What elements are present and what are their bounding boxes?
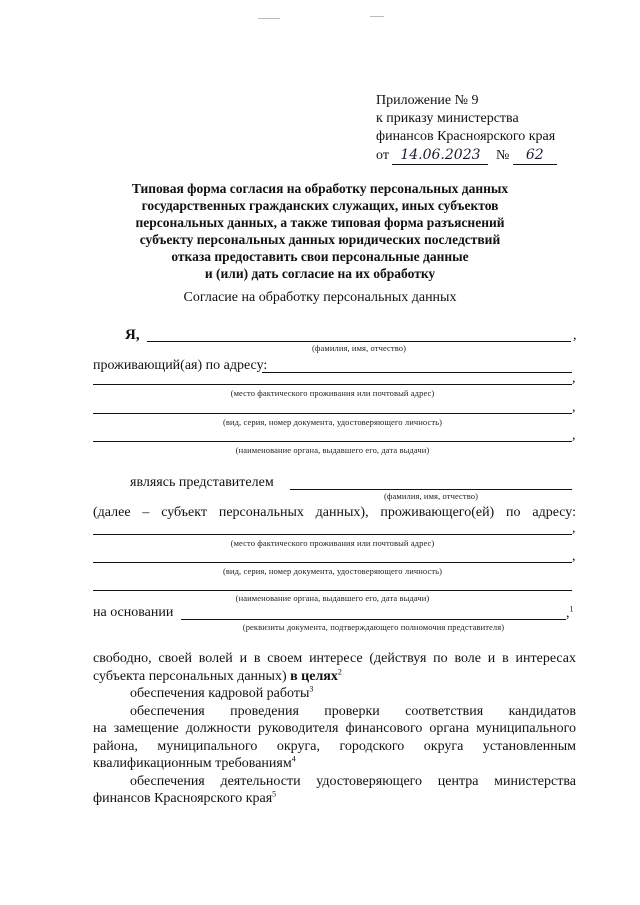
footnote-1: 1 (569, 604, 574, 614)
scan-mark (370, 16, 384, 17)
basis-label: на основании (93, 605, 174, 620)
goal-check-line-2: на замещение должности руководителя финансового органа муниципального (93, 721, 576, 736)
goal-check-line-3: района, муниципального округа, городского округа установленным (93, 738, 576, 754)
footnote-4: 4 (291, 754, 296, 764)
title-line: и (или) дать согласие на их обработку (204, 266, 436, 281)
footnote-3: 3 (309, 684, 314, 694)
goal-ca-line-1: обеспечения деятельности удостоверяющего центра министерства (130, 773, 576, 789)
fio-comma: , (573, 328, 577, 343)
purpose-subject: субъекта персональных данных) (93, 668, 287, 684)
goal-ca-end: финансов Красноярского края (93, 791, 273, 806)
title-line: субъекту персональных данных юридических последствий (139, 232, 501, 247)
number-prefix: № (495, 148, 510, 163)
issuer-field-line[interactable] (93, 441, 572, 442)
goal-check-line-4 (93, 755, 576, 773)
goal-check-line-1: обеспечения проведения проверки соответствия кандидатов (130, 703, 576, 719)
consent-subtitle: Согласие на обработку персональных данных (183, 290, 457, 305)
appendix-header (376, 92, 557, 165)
appendix-number: Приложение № 9 (376, 93, 479, 108)
document-hint: (вид, серия, номер документа, удостоверяющего личность) (222, 417, 443, 427)
representative-fio-hint: (фамилия, имя, отчество) (383, 491, 479, 501)
goal-hr (93, 685, 576, 703)
document-field-line[interactable] (93, 413, 572, 414)
goal-hr-text: обеспечения кадровой работы (130, 686, 310, 701)
fio-field-line[interactable] (147, 341, 571, 342)
subject-document-line[interactable] (93, 562, 572, 563)
address-field-line-2[interactable] (93, 384, 572, 385)
basis-hint: (реквизиты документа, подтверждающего полномочия представителя) (242, 622, 505, 632)
form-title (100, 180, 540, 282)
subject-document-comma: , (572, 549, 576, 564)
purpose-line-1: свободно, своей волей и в своем интересе (действуя по воле и в интересах (93, 651, 576, 666)
purpose-line-2 (93, 668, 576, 686)
appendix-order-ref: к приказу министерства (376, 111, 519, 126)
document-comma: , (572, 400, 576, 415)
subject-document-hint: (вид, серия, номер документа, удостоверяющего личность) (222, 566, 443, 576)
body-text (93, 650, 576, 808)
subject-issuer-hint: (наименование органа, выдавшего его, дата выдачи) (235, 593, 430, 603)
handwritten-number: 62 (513, 146, 557, 165)
basis-comma-char: , (566, 606, 570, 621)
fio-hint: (фамилия, имя, отчество) (311, 343, 407, 353)
ya-label: Я, (125, 327, 140, 343)
representative-label: являясь представителем (130, 475, 274, 490)
title-line: Типовая форма согласия на обработку персональных данных (131, 181, 509, 196)
title-line: отказа предоставить свои персональные данные (171, 249, 469, 264)
date-prefix: от (376, 148, 389, 163)
handwritten-date: 14.06.2023 (392, 146, 488, 165)
subject-address-line[interactable] (93, 534, 572, 535)
appendix-ministry: финансов Красноярского края (376, 129, 556, 144)
goal-ca-line-2 (93, 790, 576, 808)
address-hint: (место фактического проживания или почтовый адрес) (230, 388, 435, 398)
subject-address-hint: (место фактического проживания или почтовый адрес) (230, 538, 435, 548)
scan-mark (258, 18, 280, 19)
purpose-goal: в целях (290, 668, 338, 684)
title-line: государственных гражданских служащих, иных субъектов (141, 198, 499, 213)
residing-label: проживающий(ая) по адресу: (93, 358, 268, 373)
title-line: персональных данных, а также типовая форма разъяснений (135, 215, 505, 230)
address-field-line-1[interactable] (262, 372, 572, 373)
goal-check-end: квалификационным требованиям (93, 756, 292, 771)
issuer-comma: , (572, 428, 576, 443)
subject-line: (далее – субъект персональных данных), проживающего(ей) по адресу: (93, 505, 576, 520)
appendix-date-row (376, 146, 557, 165)
footnote-5: 5 (272, 789, 277, 799)
basis-comma (566, 606, 574, 622)
address-comma: , (572, 371, 576, 386)
subject-issuer-line[interactable] (93, 590, 572, 591)
subject-address-comma: , (572, 521, 576, 536)
basis-field-line[interactable] (181, 619, 566, 620)
representative-fio-line[interactable] (290, 489, 572, 490)
footnote-2: 2 (337, 666, 342, 676)
issuer-hint: (наименование органа, выдавшего его, дата выдачи) (235, 445, 430, 455)
